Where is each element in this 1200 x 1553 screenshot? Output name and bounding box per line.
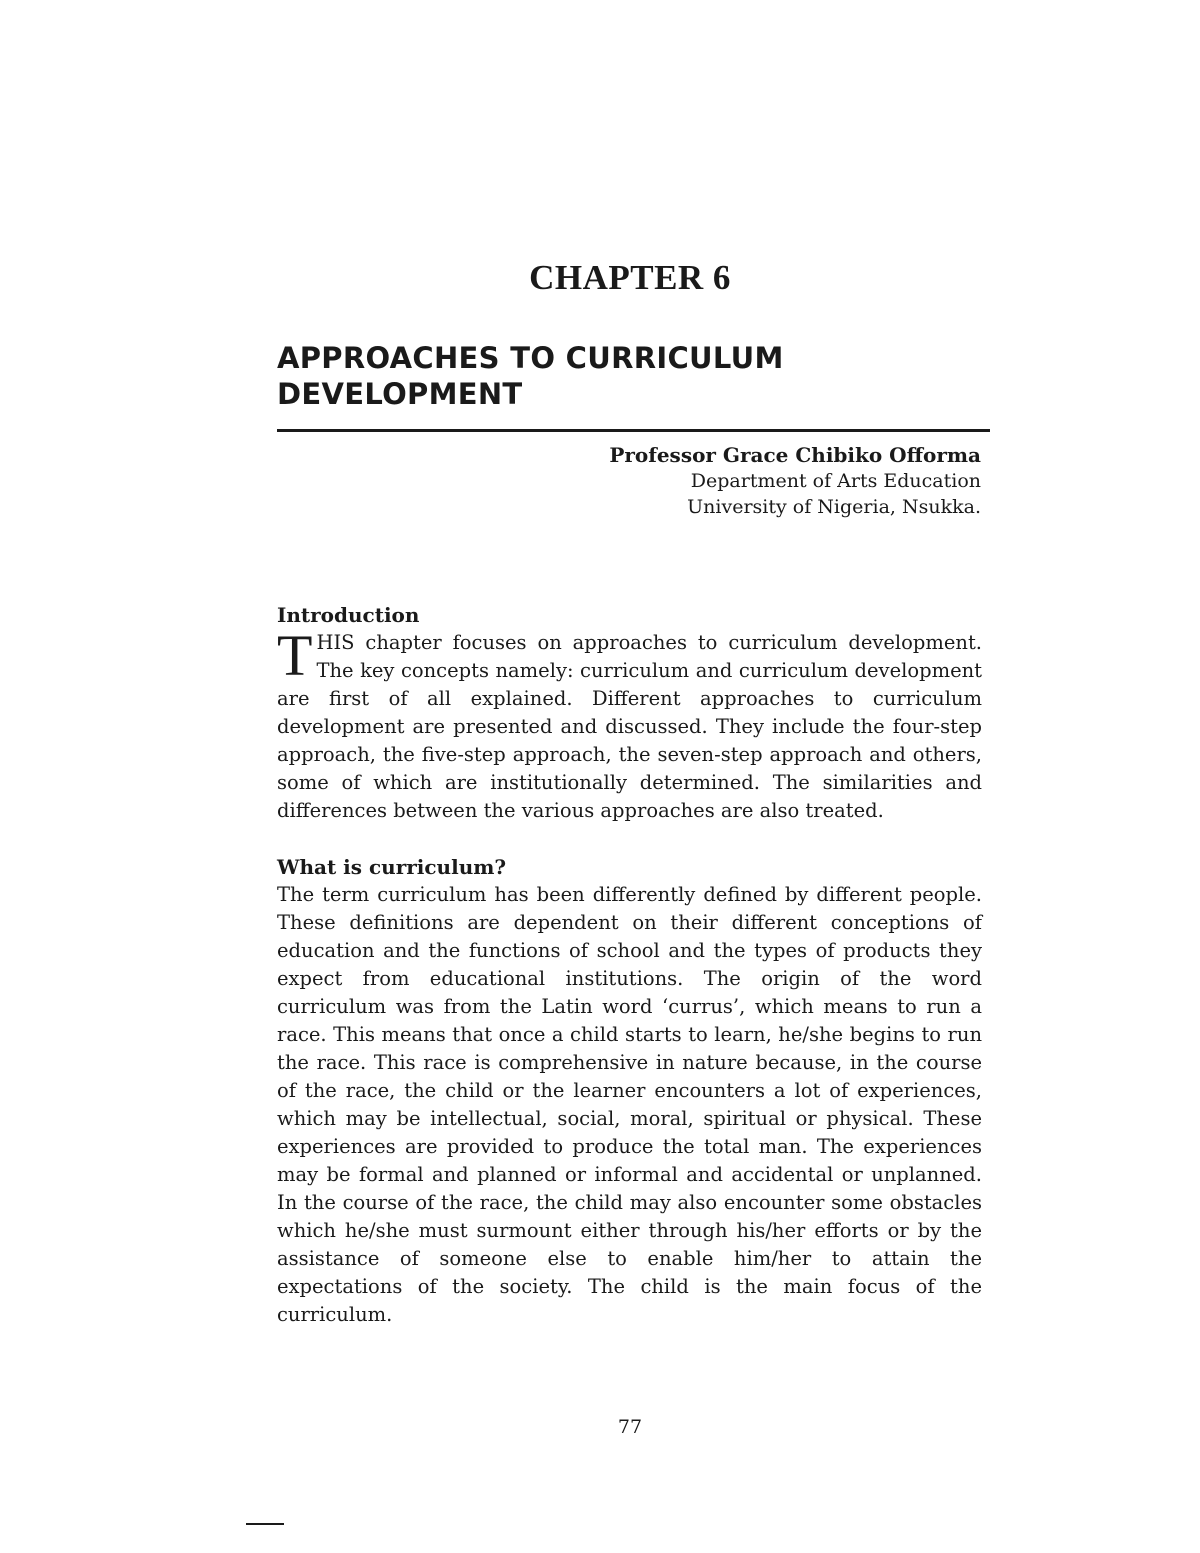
author-block — [500, 442, 981, 520]
chapter-title-line-2: DEVELOPMENT — [277, 377, 523, 411]
chapter-title — [277, 340, 997, 412]
introduction-paragraph — [277, 623, 982, 825]
introduction-section — [277, 601, 982, 825]
author-institution: University of Nigeria, Nsukka. — [687, 496, 981, 518]
introduction-heading: Introduction — [277, 603, 420, 627]
footer-rule — [246, 1523, 284, 1525]
page-number: 77 — [617, 1416, 643, 1438]
drop-cap: T — [277, 623, 313, 688]
author-name: Professor Grace Chibiko Offorma — [609, 443, 981, 467]
title-divider — [277, 429, 990, 432]
chapter-content — [277, 601, 982, 1329]
what-is-curriculum-paragraph: The term curriculum has been differently defined by different people. These definitions are dependent on their different conceptions of education and the functions of school and the types of products they expect from educational institutions. The origin of the word curriculum was from the Latin word ‘currus’, which means to run a race. This means that once a child starts to learn, he/she begins to run the race. This race is comprehensive in nature because, in the course of the race, the child or the learner encounters a lot of experiences, which may be intellectual, social, moral, spiritual or physical. These experiences are provided to produce the total man. The experiences may be formal and planned or informal and accidental or unplanned. In the course of the race, the child may also encounter some obstacles which he/she must surmount either through his/her efforts or by the assistance of someone else to enable him/her to attain the expectations of the society. The child is the main focus of the curriculum. — [277, 883, 982, 1326]
section-spacer — [277, 825, 982, 853]
introduction-text: HIS chapter focuses on approaches to curriculum development. The key concepts namely: curriculum and curriculum development are first of all explained. Different approaches to curriculum development are presented and discussed. They include the four-step approach, the five-step approach, the seven-step approach and others, some of which are institutionally determined. The similarities and differences between the various approaches are also treated. — [277, 631, 982, 822]
chapter-number: CHAPTER 6 — [529, 258, 731, 297]
what-is-curriculum-section — [277, 853, 982, 1329]
author-department: Department of Arts Education — [690, 470, 981, 492]
chapter-title-line-1: APPROACHES TO CURRICULUM — [277, 341, 784, 375]
what-is-curriculum-heading: What is curriculum? — [277, 855, 507, 879]
